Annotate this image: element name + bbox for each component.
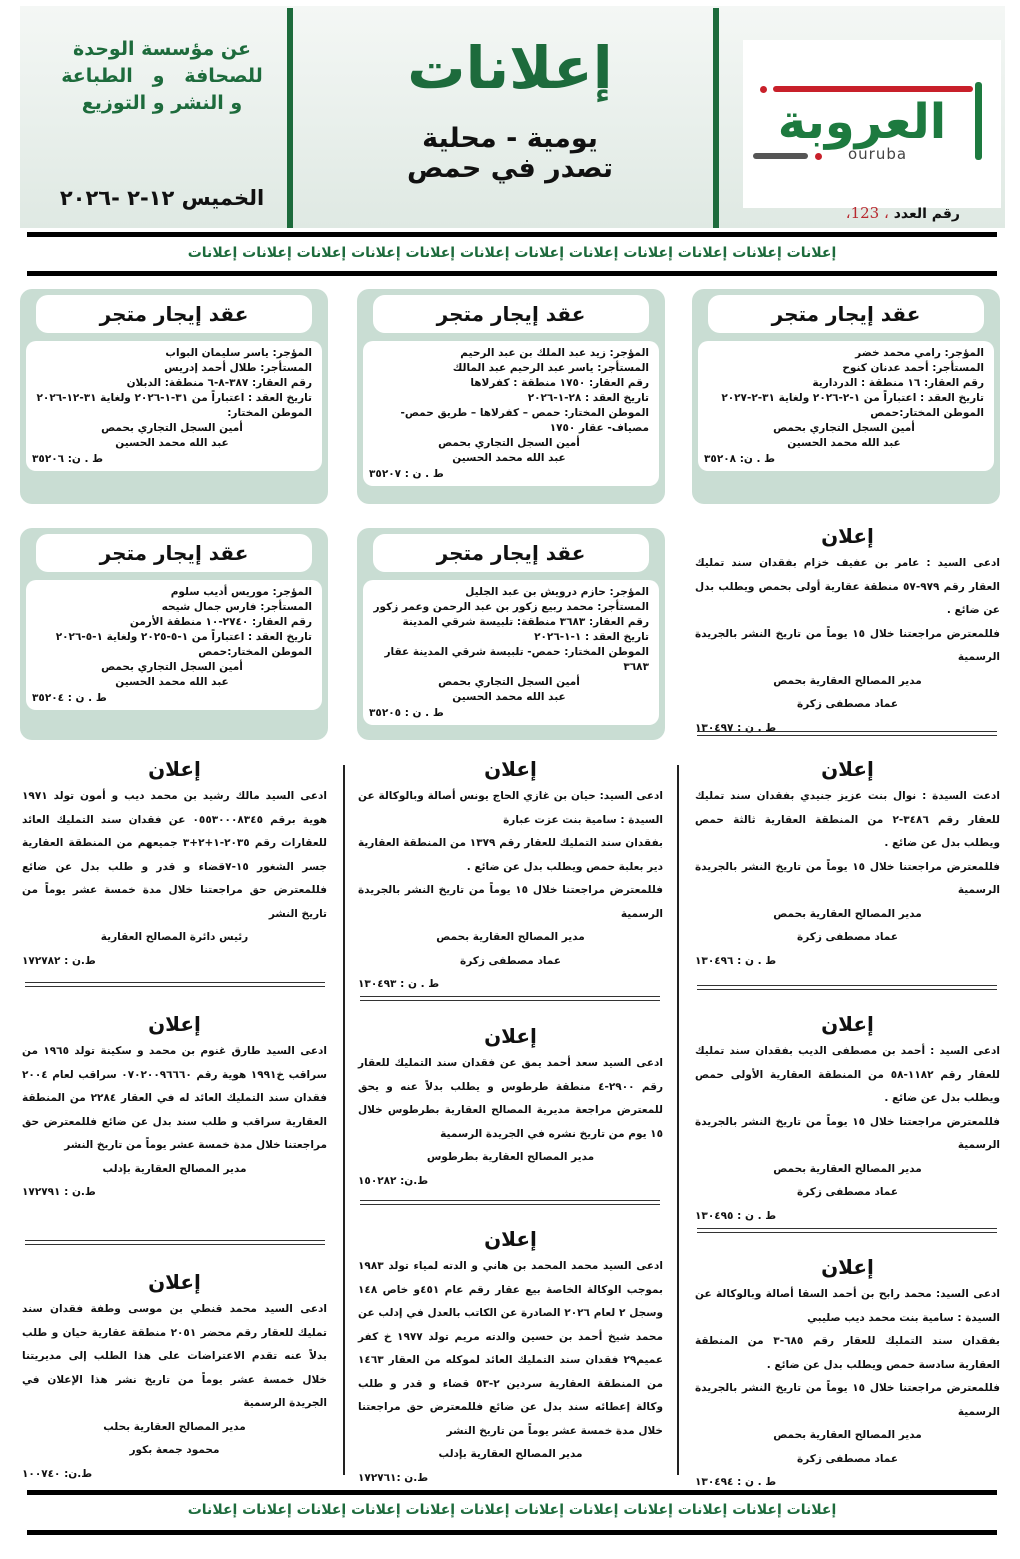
notice-signer-title: مدير المصالح العقارية بحمص bbox=[773, 674, 922, 687]
publication-date: الخميس ١٢-٢ -٢٠٢٦ bbox=[59, 186, 265, 210]
ads-ribbon-top: إعلانات إعلانات إعلانات إعلانات إعلانات إعلانات إعلانات إعلانات إعلانات إعلانات إعلانات إعلانات bbox=[187, 245, 837, 261]
contract-line: الموطن المختار: حمص- تلبيسة شرقي المدينة عقار ٣٦٨٣ bbox=[384, 646, 649, 673]
contract-body bbox=[363, 341, 659, 486]
notice-signer-name: عماد مصطفى زكرة bbox=[797, 931, 898, 943]
notice-signer-title: مدير المصالح العقارية بحمص bbox=[773, 1162, 922, 1175]
contract-signer-name: عبد الله محمد الحسين bbox=[115, 437, 229, 449]
contract-line: تاريخ العقد : اعتباراً من ١-٢-٢٠٢٦ ولغاية ٣١-٢-٢٠٢٧ bbox=[721, 392, 984, 404]
notice-title: إعلان bbox=[484, 1024, 537, 1048]
masthead bbox=[20, 6, 1005, 228]
logo-bar bbox=[975, 82, 982, 160]
notice-signer-title: مدير المصالح العقارية بحمص bbox=[773, 907, 922, 920]
notice-title: إعلان bbox=[148, 1270, 201, 1294]
contract-body bbox=[363, 580, 659, 725]
contract-box bbox=[20, 528, 328, 740]
contract-signer-name: عبد الله محمد الحسين bbox=[452, 452, 566, 464]
contract-line: رقم العقار: ٣٨٧-٨-٦ منطقة: الدبلان bbox=[126, 377, 312, 389]
notice bbox=[22, 755, 327, 973]
contract-line: تاريخ العقد : ٢٨-١-٢٠٢٦ bbox=[527, 392, 649, 404]
notice bbox=[22, 1268, 327, 1486]
notice-title: إعلان bbox=[821, 1255, 874, 1279]
contract-line: الموطن المختار:حمص bbox=[198, 646, 312, 658]
notice-paragraph: فللمعترض مراجعتنا خلال ١٥ يوماً من تاريخ النشر بالجريدة الرسمية bbox=[358, 884, 663, 920]
notice-signer-name: عماد مصطفى زكرة bbox=[797, 698, 898, 710]
rule bbox=[27, 1530, 997, 1535]
contract-line: المؤجر: موريس أديب سلوم bbox=[170, 586, 312, 598]
notice-paragraph: ادعى السيد مالك رشيد بن محمد ديب و أمون تولد ١٩٧١ هوية برقم ٠٥٥٣٠٠٠٨٣٤٥ عن فقدان سند التمليك العائد للعقارات رقم ٢٠٣٥-١+٢+٣ جميعهم من المنطقة العقارية جسر الشغور ١٥-٧قضاء و قدر و طلب بدل عن ضائع فللمعترض حق مراجعتنا خلال مدة خمسة عشر يوماً من تاريخ النشر bbox=[22, 790, 327, 920]
notice-code: ط . ن : ١٣٠٤٩٦ bbox=[695, 954, 777, 967]
notice-paragraph: فللمعترض مراجعتنا خلال ١٥ يوماً من تاريخ النشر بالجريدة الرسمية bbox=[695, 627, 1000, 663]
contract-line: المؤجر: رامي محمد خضر bbox=[855, 347, 984, 359]
notice-paragraph: ادعى السيد: حيان بن غازي الحاج يونس أصالة وبالوكالة عن السيدة : سامية بنت عزت عبارة bbox=[358, 790, 663, 826]
notice-signer-name: عماد مصطفى زكرة bbox=[797, 1186, 898, 1198]
contract-signer-title: أمين السجل التجاري بحمص bbox=[101, 661, 243, 673]
contract-box bbox=[357, 289, 665, 504]
notice-title: إعلان bbox=[484, 1227, 537, 1251]
rule bbox=[27, 271, 997, 276]
contract-signer-title: أمين السجل التجاري بحمص bbox=[773, 422, 915, 434]
notice bbox=[358, 755, 663, 997]
notice-paragraph: بفقدان سند التمليك للعقار رقم ١٣٧٩ من المنطقة العقارية دير بعلبة حمص ويطلب بدل عن ضائع . bbox=[358, 837, 663, 873]
contract-code: ط . ن : ٣٥٢٠٤ bbox=[32, 692, 107, 704]
subtitle-line: تصدر في حمص bbox=[406, 153, 614, 184]
separator bbox=[360, 1200, 660, 1205]
contract-line: المستأجر: ياسر عبد الرحيم عبد المالك bbox=[452, 362, 649, 374]
notice bbox=[358, 1225, 663, 1490]
notice-paragraph: ادعى السيد محمد المحمد بن هاني و الدته لمياء تولد ١٩٨٣ بموجب الوكالة الخاصة بيع عقار رقم عام ٤٥١و خاص ١٤٨ وسجل ٢ لعام ٢٠٢٦ الصادرة عن الكاتب بالعدل في إدلب عن محمد شيخ أحمد بن حسين والدته مريم تولد ١٩٧٧ خ كفر عميم٢٩ فقدان سند التمليك العائد لموكله من العقار ١٤٦٣ من المنطقة العقارية سردين ٢-٥٣ قضاء و قدر و طلب وكالة إعطائه سند بدل عن ضائع فللمعترض حق مراجعتنا خلال مدة خمسة عشر يوماً من تاريخ النشر bbox=[358, 1260, 663, 1437]
header-divider bbox=[287, 8, 293, 228]
notice-paragraph: بفقدان سند التمليك للعقار رقم ٦٨٥-٣ من المنطقة العقارية سادسة حمص ويطلب بدل عن ضائع . bbox=[695, 1335, 1000, 1371]
contract-line: المؤجر: زيد عبد الملك بن عبد الرحيم bbox=[460, 347, 649, 359]
contract-line: المؤجر: حازم درويش بن عبد الجليل bbox=[465, 586, 649, 598]
contract-body bbox=[26, 341, 322, 471]
notice-signer-name: عماد مصطفى زكرة bbox=[797, 1452, 898, 1465]
notice-code: ط . ن : ١٣٠٤٩٣ bbox=[358, 978, 440, 990]
publisher-info bbox=[52, 36, 272, 117]
notice-paragraph: ادعى السيد محمد قنطي بن موسى وطفة فقدان سند تمليك للعقار رقم محضر ٢٠٥١ منطقة عقارية حيان و طلب بدلاً عنه تقدم الاعتراضات على هذا الطلب إلى مديريتنا خلال خمسة عشر يوماً من تاريخ نشر هذا الإعلان في الجريدة الرسمية bbox=[22, 1303, 327, 1409]
notice-code: ط . ن : ١٣٠٤٩٥ bbox=[695, 1209, 777, 1222]
contract-title: عقد إيجار متجر bbox=[36, 534, 312, 572]
notice-code: ط.ن: ١٠٠٧٤٠ bbox=[22, 1467, 93, 1480]
issue-value: ، 123، bbox=[845, 204, 889, 222]
header-divider bbox=[713, 8, 719, 228]
contract-line: المؤجر: ياسر سليمان البواب bbox=[165, 347, 312, 359]
contract-signer-name: عبد الله محمد الحسين bbox=[452, 691, 566, 703]
contract-line: رقم العقار: ٢٧٤٠-١٠ منطقة الأرمن bbox=[129, 616, 312, 628]
contract-line: الموطن المختار:حمص bbox=[870, 407, 984, 419]
notice-code: ط.ن :١٧٢٧٦١ bbox=[358, 1471, 429, 1484]
logo-latin-text: ouruba bbox=[848, 145, 908, 163]
notice-title: إعلان bbox=[484, 757, 537, 781]
separator bbox=[360, 996, 660, 1001]
separator bbox=[697, 985, 997, 990]
contract-signer-title: أمين السجل التجاري بحمص bbox=[438, 437, 580, 449]
contract-line: المستأجر: فارس جمال شيحه bbox=[161, 601, 312, 613]
notice-paragraph: ادعى السيد سعد أحمد يمق عن فقدان سند التمليك للعقار رقم ٢٩٠٠-٤ منطقة طرطوس و يطلب بدلاً عنه و يحق للمعترض مراجعة مديرية المصالح العقارية بطرطوس خلال ١٥ يوم من تاريخ نشره في الجريدة الرسمية bbox=[358, 1057, 664, 1140]
contract-code: ط . ن: ٣٥٢٠٦ bbox=[32, 453, 104, 465]
logo-gray-stripe bbox=[753, 153, 808, 159]
contract-line: رقم العقار: ٣٦٨٣ منطقة: تلبيسة شرقي المدينة bbox=[402, 616, 649, 628]
contract-line: الموطن المختار: حمص – كفرلاها – طريق حمص-مصياف- عقار ١٧٥٠ bbox=[400, 407, 649, 434]
notice-code: ط.ن : ١٧٢٧٩١ bbox=[22, 1186, 96, 1198]
contract-signer-title: أمين السجل التجاري بحمص bbox=[101, 422, 243, 434]
ads-ribbon-bottom: إعلانات إعلانات إعلانات إعلانات إعلانات إعلانات إعلانات إعلانات إعلانات إعلانات إعلانات إعلانات bbox=[187, 1502, 837, 1518]
notice-signer-title: مدير المصالح العقارية بإدلب bbox=[438, 1448, 583, 1460]
notice bbox=[695, 755, 1000, 973]
notice-signer-name: محمود جمعة بكور bbox=[129, 1444, 220, 1456]
separator bbox=[25, 1240, 325, 1245]
notice-code: ط . ن : ١٣٠٤٩٤ bbox=[695, 1476, 777, 1488]
notice-signer-title: مدير المصالح العقارية بحمص bbox=[773, 1429, 922, 1441]
contract-box bbox=[357, 528, 665, 740]
notice bbox=[22, 1010, 327, 1205]
notice bbox=[695, 1010, 1000, 1228]
contract-signer-name: عبد الله محمد الحسين bbox=[115, 676, 229, 688]
notice-signer-name: عماد مصطفى زكرة bbox=[460, 954, 561, 967]
subtitle bbox=[320, 124, 700, 184]
notice-paragraph: فللمعترض مراجعتنا خلال ١٥ يوماً من تاريخ النشر بالجريدة الرسمية bbox=[695, 860, 1000, 896]
notice bbox=[358, 1022, 663, 1193]
contract-code: ط . ن : ٣٥٢٠٧ bbox=[369, 468, 444, 480]
notice-paragraph: فللمعترض مراجعتنا خلال ١٥ يوماً من تاريخ النشر بالجريدة الرسمية bbox=[695, 1382, 1000, 1418]
logo-dot bbox=[815, 153, 822, 160]
contract-line: المستأجر: محمد ربيع زكور بن عبد الرحمن وعمر زكور bbox=[373, 601, 649, 613]
contract-code: ط . ن : ٣٥٢٠٥ bbox=[369, 707, 444, 719]
notice bbox=[695, 1253, 1000, 1495]
contract-body bbox=[698, 341, 994, 471]
notice bbox=[695, 522, 1000, 740]
notice-title: إعلان bbox=[148, 1012, 201, 1036]
section-title: إعلانات bbox=[407, 34, 613, 102]
notice-code: ط.ن: ١٥٠٢٨٢ bbox=[358, 1174, 429, 1187]
contract-title: عقد إيجار متجر bbox=[373, 534, 649, 572]
contract-signer-name: عبد الله محمد الحسين bbox=[787, 437, 901, 449]
separator bbox=[697, 731, 997, 736]
notice-signer-title: مدير المصالح العقارية بإدلب bbox=[102, 1162, 247, 1175]
contract-body bbox=[26, 580, 322, 710]
notice-paragraph: ادعت السيدة : نوال بنت عزيز جنيدي بفقدان سند تمليك للعقار رقم ٣٤٨٦-٢ من المنطقة العقارية ثالثة حمص ويطلب بدل عن ضائع . bbox=[695, 790, 1001, 849]
notice-paragraph: فللمعترض مراجعتنا خلال ١٥ يوماً من تاريخ النشر بالجريدة الرسمية bbox=[695, 1115, 1000, 1151]
contract-line: رقم العقار: ١٦ منطقة : الدردارية bbox=[812, 377, 984, 389]
notice-signer-title: مدير المصالح العقارية بحلب bbox=[103, 1420, 246, 1433]
notice-title: إعلان bbox=[821, 1012, 874, 1036]
publisher-line: للصحافة و الطباعة bbox=[61, 65, 263, 87]
contract-title: عقد إيجار متجر bbox=[36, 295, 312, 333]
contract-line: تاريخ العقد : ١-١-٢٠٢٦ bbox=[534, 631, 649, 643]
notice-code: ط.ن : ١٧٢٧٨٢ bbox=[22, 954, 96, 967]
notice-paragraph: ادعى السيد طارق غنوم بن محمد و سكينة تولد ١٩٦٥ من سراقب خ١٩٩١ هوية رقم ٠٧٠٢٠٠٩٦٦٦٠ سراقب لعام ٢٠٠٤ فقدان سند التمليك العائد له في العقار ٢٢٨٤ من المنطقة العقارية سراقب و طلب سند بدل عن ضائع فللمعترض حق مراجعتنا خلال مدة خمسة عشر يوماً من تاريخ النشر bbox=[22, 1045, 328, 1151]
separator bbox=[25, 982, 325, 987]
notice-code: ط . ن : ١٣٠٤٩٧ bbox=[695, 721, 777, 734]
notice-paragraph: ادعى السيد : عامر بن عفيف خزام بفقدان سند تمليك العقار رقم ٩٧٩-٥٧ منطقة عقارية أولى بحمص ويطلب بدل عن ضائع . bbox=[695, 557, 1001, 616]
publisher-line: عن مؤسسة الوحدة bbox=[73, 38, 251, 60]
rule bbox=[27, 1490, 997, 1495]
rule bbox=[27, 232, 997, 237]
notice-paragraph: ادعى السيد: محمد رابح بن أحمد السقا أصالة وبالوكالة عن السيدة : سامية بنت محمد ديب صليبي bbox=[695, 1288, 1000, 1324]
separator bbox=[697, 1228, 997, 1233]
contract-signer-title: أمين السجل التجاري بحمص bbox=[438, 676, 580, 688]
contract-line: الموطن المختار: bbox=[227, 407, 312, 419]
notice-signer-title: مدير المصالح العقارية بحمص bbox=[436, 931, 585, 943]
notice-title: إعلان bbox=[821, 757, 874, 781]
contract-title: عقد إيجار متجر bbox=[373, 295, 649, 333]
contract-line: تاريخ العقد : اعتباراً من ١-٥-٢٠٢٥ ولغاية ١-٥-٢٠٢٦ bbox=[55, 631, 312, 643]
notice-paragraph: ادعى السيد : أحمد بن مصطفى الديب بفقدان سند تمليك للعقار رقم ١١٨٢-٥٨ من المنطقة العقارية الأولى حمص ويطلب بدل عن ضائع . bbox=[695, 1045, 1000, 1104]
logo-arabic-text: العروبة bbox=[777, 94, 947, 150]
notice-signer-title: مدير المصالح العقارية بطرطوس bbox=[426, 1151, 595, 1163]
notice-title: إعلان bbox=[821, 524, 874, 548]
contract-line: المستأجر: أحمد عدنان كنوح bbox=[842, 362, 984, 374]
newspaper-logo bbox=[743, 40, 1001, 208]
contract-box bbox=[692, 289, 1000, 504]
contract-line: رقم العقار: ١٧٥٠ منطقة : كفرلاها bbox=[470, 377, 649, 389]
column-divider bbox=[343, 765, 345, 1475]
notice-title: إعلان bbox=[148, 757, 201, 781]
notice-signer-title: رئيس دائرة المصالح العقارية bbox=[100, 931, 249, 943]
contract-title: عقد إيجار متجر bbox=[708, 295, 984, 333]
issue-number bbox=[780, 204, 960, 222]
subtitle-line: يومية - محلية bbox=[422, 123, 598, 154]
contract-code: ط . ن: ٣٥٢٠٨ bbox=[704, 453, 776, 465]
contract-line: تاريخ العقد : اعتباراً من ٣١-١-٢٠٢٦ ولغاية ٣١-١٢-٢٠٢٦ bbox=[36, 392, 312, 404]
contract-line: المستأجر: طلال أحمد إدريس bbox=[164, 362, 312, 374]
column-divider bbox=[677, 765, 679, 1475]
contract-box bbox=[20, 289, 328, 504]
publisher-line: و النشر و التوزيع bbox=[81, 92, 243, 114]
issue-label: رقم العدد bbox=[893, 206, 960, 222]
